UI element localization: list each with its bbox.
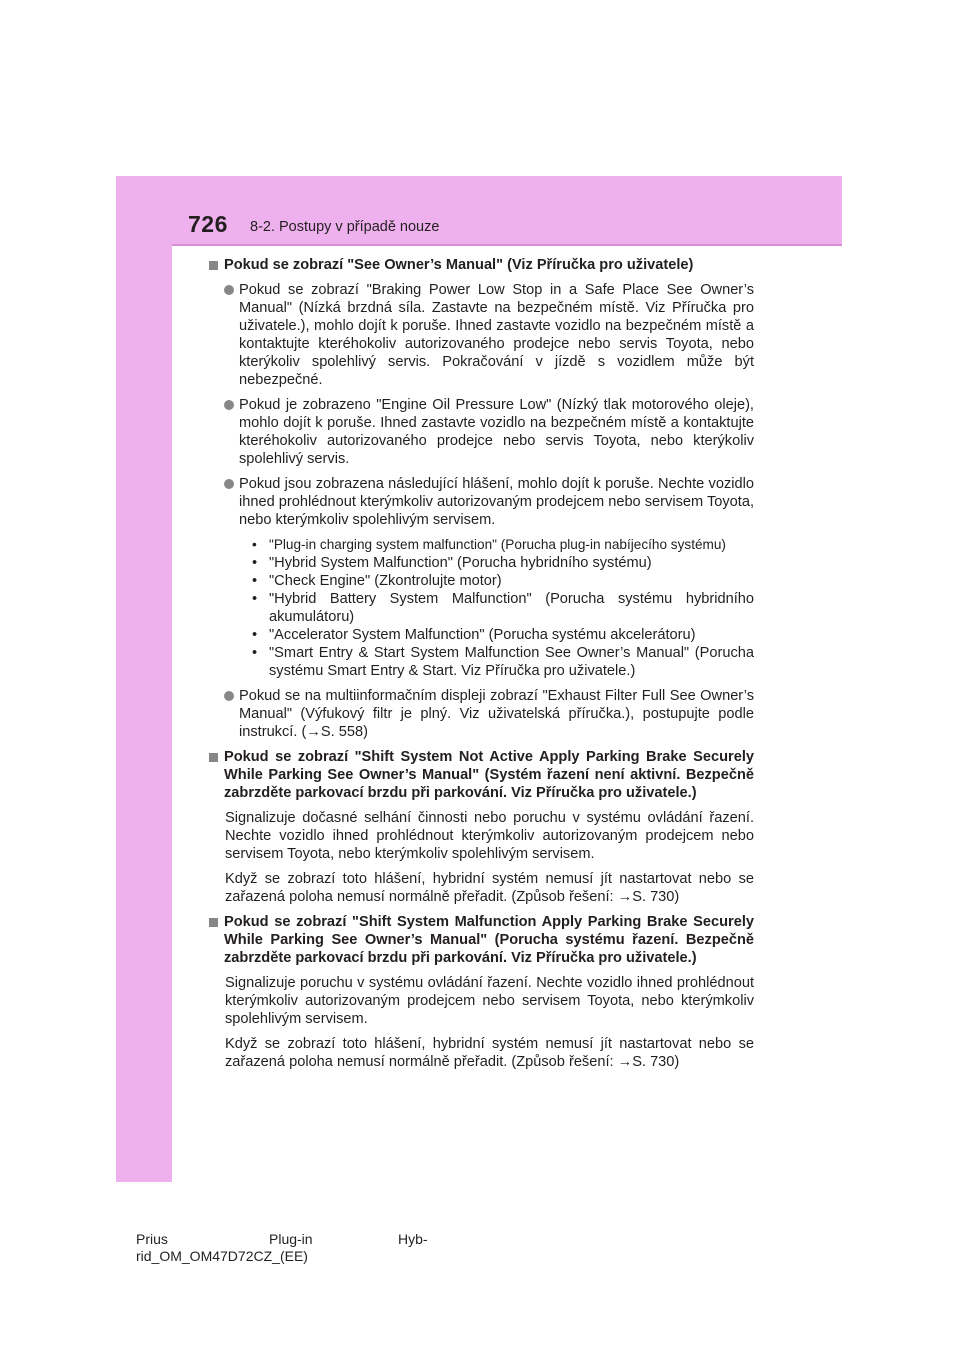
page-content	[209, 256, 754, 1071]
sub-list-item	[239, 626, 754, 644]
section-title: 8-2. Postupy v případě nouze	[250, 219, 440, 235]
sub-list-item-text: "Smart Entry & Start System Malfunction See Owner’s Manual" (Porucha systému Smart Entry & Start. Viz Příručka pro uživatele.)	[269, 645, 754, 679]
list-item-text: Pokud se na multiinformačním displeji zobrazí "Exhaust Filter Full See Owner’s Manual" (Výfukový filtr je plný. Viz uživatelská příručka.), postupujte podle instrukcí. (→S. 558)	[239, 688, 754, 740]
footer	[136, 1231, 436, 1265]
section-shift-system-malfunction	[209, 913, 754, 1071]
sub-list-item-text: "Check Engine" (Zkontrolujte motor)	[269, 573, 502, 589]
section-heading: Pokud se zobrazí "See Owner’s Manual" (Viz Příručka pro uživatele)	[224, 257, 694, 273]
square-bullet-icon	[209, 918, 218, 927]
chapter-tab-band	[116, 176, 172, 1182]
footer-word: Hyb-	[398, 1231, 428, 1247]
paragraph: Signalizuje poruchu v systému ovládání řazení. Nechte vozidlo ihned prohlédnout kterýmkoliv autorizovaným prodejcem nebo servisem Toyota, nebo kterýmkoliv spolehlivým servisem.	[225, 975, 754, 1027]
list-item-text: Pokud jsou zobrazena následující hlášení, mohlo dojít k poruše. Nechte vozidlo ihned prohlédnout kterýmkoliv autorizovaným prodejcem nebo servisem Toyota, nebo kterýmkoliv spolehlivým servisem.	[239, 476, 754, 528]
list-item-text: Pokud se zobrazí "Braking Power Low Stop in a Safe Place See Owner’s Manual" (Nízká brzdná síla. Zastavte na bezpečném místě. Viz Příručka pro uživatele.), mohlo dojít k poruše. Ihned zastavte vozidlo na bezpečném místě a kontaktujte kteréhokoliv autorizovaného prodejce nebo servis Toyota, nebo kterýkoliv spolehlivý servis. Pokračování v jízdě s vozidlem může být nebezpečné.	[239, 282, 754, 388]
list-item-text: Pokud je zobrazeno "Engine Oil Pressure Low" (Nízký tlak motorového oleje), mohlo dojít k poruše. Ihned zastavte vozidlo na bezpečném místě a kontaktujte kteréhokoliv autorizovaného prodejce nebo servis Toyota, nebo kterýkoliv spolehlivý servis.	[239, 397, 754, 467]
paragraph: Když se zobrazí toto hlášení, hybridní systém nemusí jít nastartovat nebo se zařazená poloha nemusí normálně přeřadit. (Způsob řešení: →S. 730)	[225, 871, 754, 905]
dot-bullet-icon: •	[252, 555, 258, 571]
footer-word: Prius	[136, 1231, 168, 1247]
sub-list-item	[239, 554, 754, 572]
dot-bullet-icon: •	[252, 573, 258, 589]
square-bullet-icon	[209, 261, 218, 270]
circle-bullet-icon	[224, 691, 234, 701]
sub-list-item	[239, 536, 754, 554]
warning-messages-list	[239, 536, 754, 680]
sub-list-item	[239, 590, 754, 626]
list-item	[224, 396, 754, 468]
sub-list-item	[239, 572, 754, 590]
section-shift-system-not-active	[209, 748, 754, 906]
circle-bullet-icon	[224, 400, 234, 410]
list-item	[224, 687, 754, 741]
list-item	[224, 281, 754, 389]
sub-list-item-text: "Hybrid System Malfunction" (Porucha hybridního systému)	[269, 555, 652, 571]
circle-bullet-icon	[224, 479, 234, 489]
dot-bullet-icon: •	[252, 627, 258, 643]
dot-bullet-icon: •	[252, 645, 258, 661]
section-see-owners-manual	[209, 256, 754, 741]
paragraph: Signalizuje dočasné selhání činnosti nebo poruchu v systému ovládání řazení. Nechte vozidlo ihned prohlédnout kterýmkoliv autorizovaným prodejcem nebo servisem Toyota, nebo kterýmkoliv spolehlivým servisem.	[225, 810, 754, 862]
section-heading: Pokud se zobrazí "Shift System Not Active Apply Parking Brake Securely While Parking See Owner’s Manual" (Systém řazení není aktivní. Bezpečně zabrzděte parkovací brzdu při parkování. Viz Příručka pro uživatele.)	[224, 749, 754, 801]
sub-list-item-text: "Accelerator System Malfunction" (Porucha systému akcelerátoru)	[269, 627, 696, 643]
sub-list-item-text: "Hybrid Battery System Malfunction" (Porucha systému hybridního akumulátoru)	[269, 591, 754, 625]
list-item	[224, 475, 754, 680]
paragraph: Když se zobrazí toto hlášení, hybridní systém nemusí jít nastartovat nebo se zařazená poloha nemusí normálně přeřadit. (Způsob řešení: →S. 730)	[225, 1036, 754, 1070]
sub-list-item	[239, 644, 754, 680]
circle-bullet-icon	[224, 285, 234, 295]
header-divider	[172, 244, 842, 246]
dot-bullet-icon: •	[252, 537, 257, 552]
footer-document-code: rid_OM_OM47D72CZ_(EE)	[136, 1248, 308, 1264]
dot-bullet-icon: •	[252, 591, 258, 607]
section-heading: Pokud se zobrazí "Shift System Malfunction Apply Parking Brake Securely While Parking See Owner’s Manual" (Porucha systému řazení. Bezpečně zabrzděte parkovací brzdu při parkování. Viz Příručka pro uživatele.)	[224, 914, 754, 966]
square-bullet-icon	[209, 753, 218, 762]
footer-word: Plug-in	[269, 1231, 313, 1247]
sub-list-item-text: "Plug-in charging system malfunction" (Porucha plug-in nabíjecího systému)	[269, 537, 726, 552]
page-number: 726	[188, 211, 228, 237]
